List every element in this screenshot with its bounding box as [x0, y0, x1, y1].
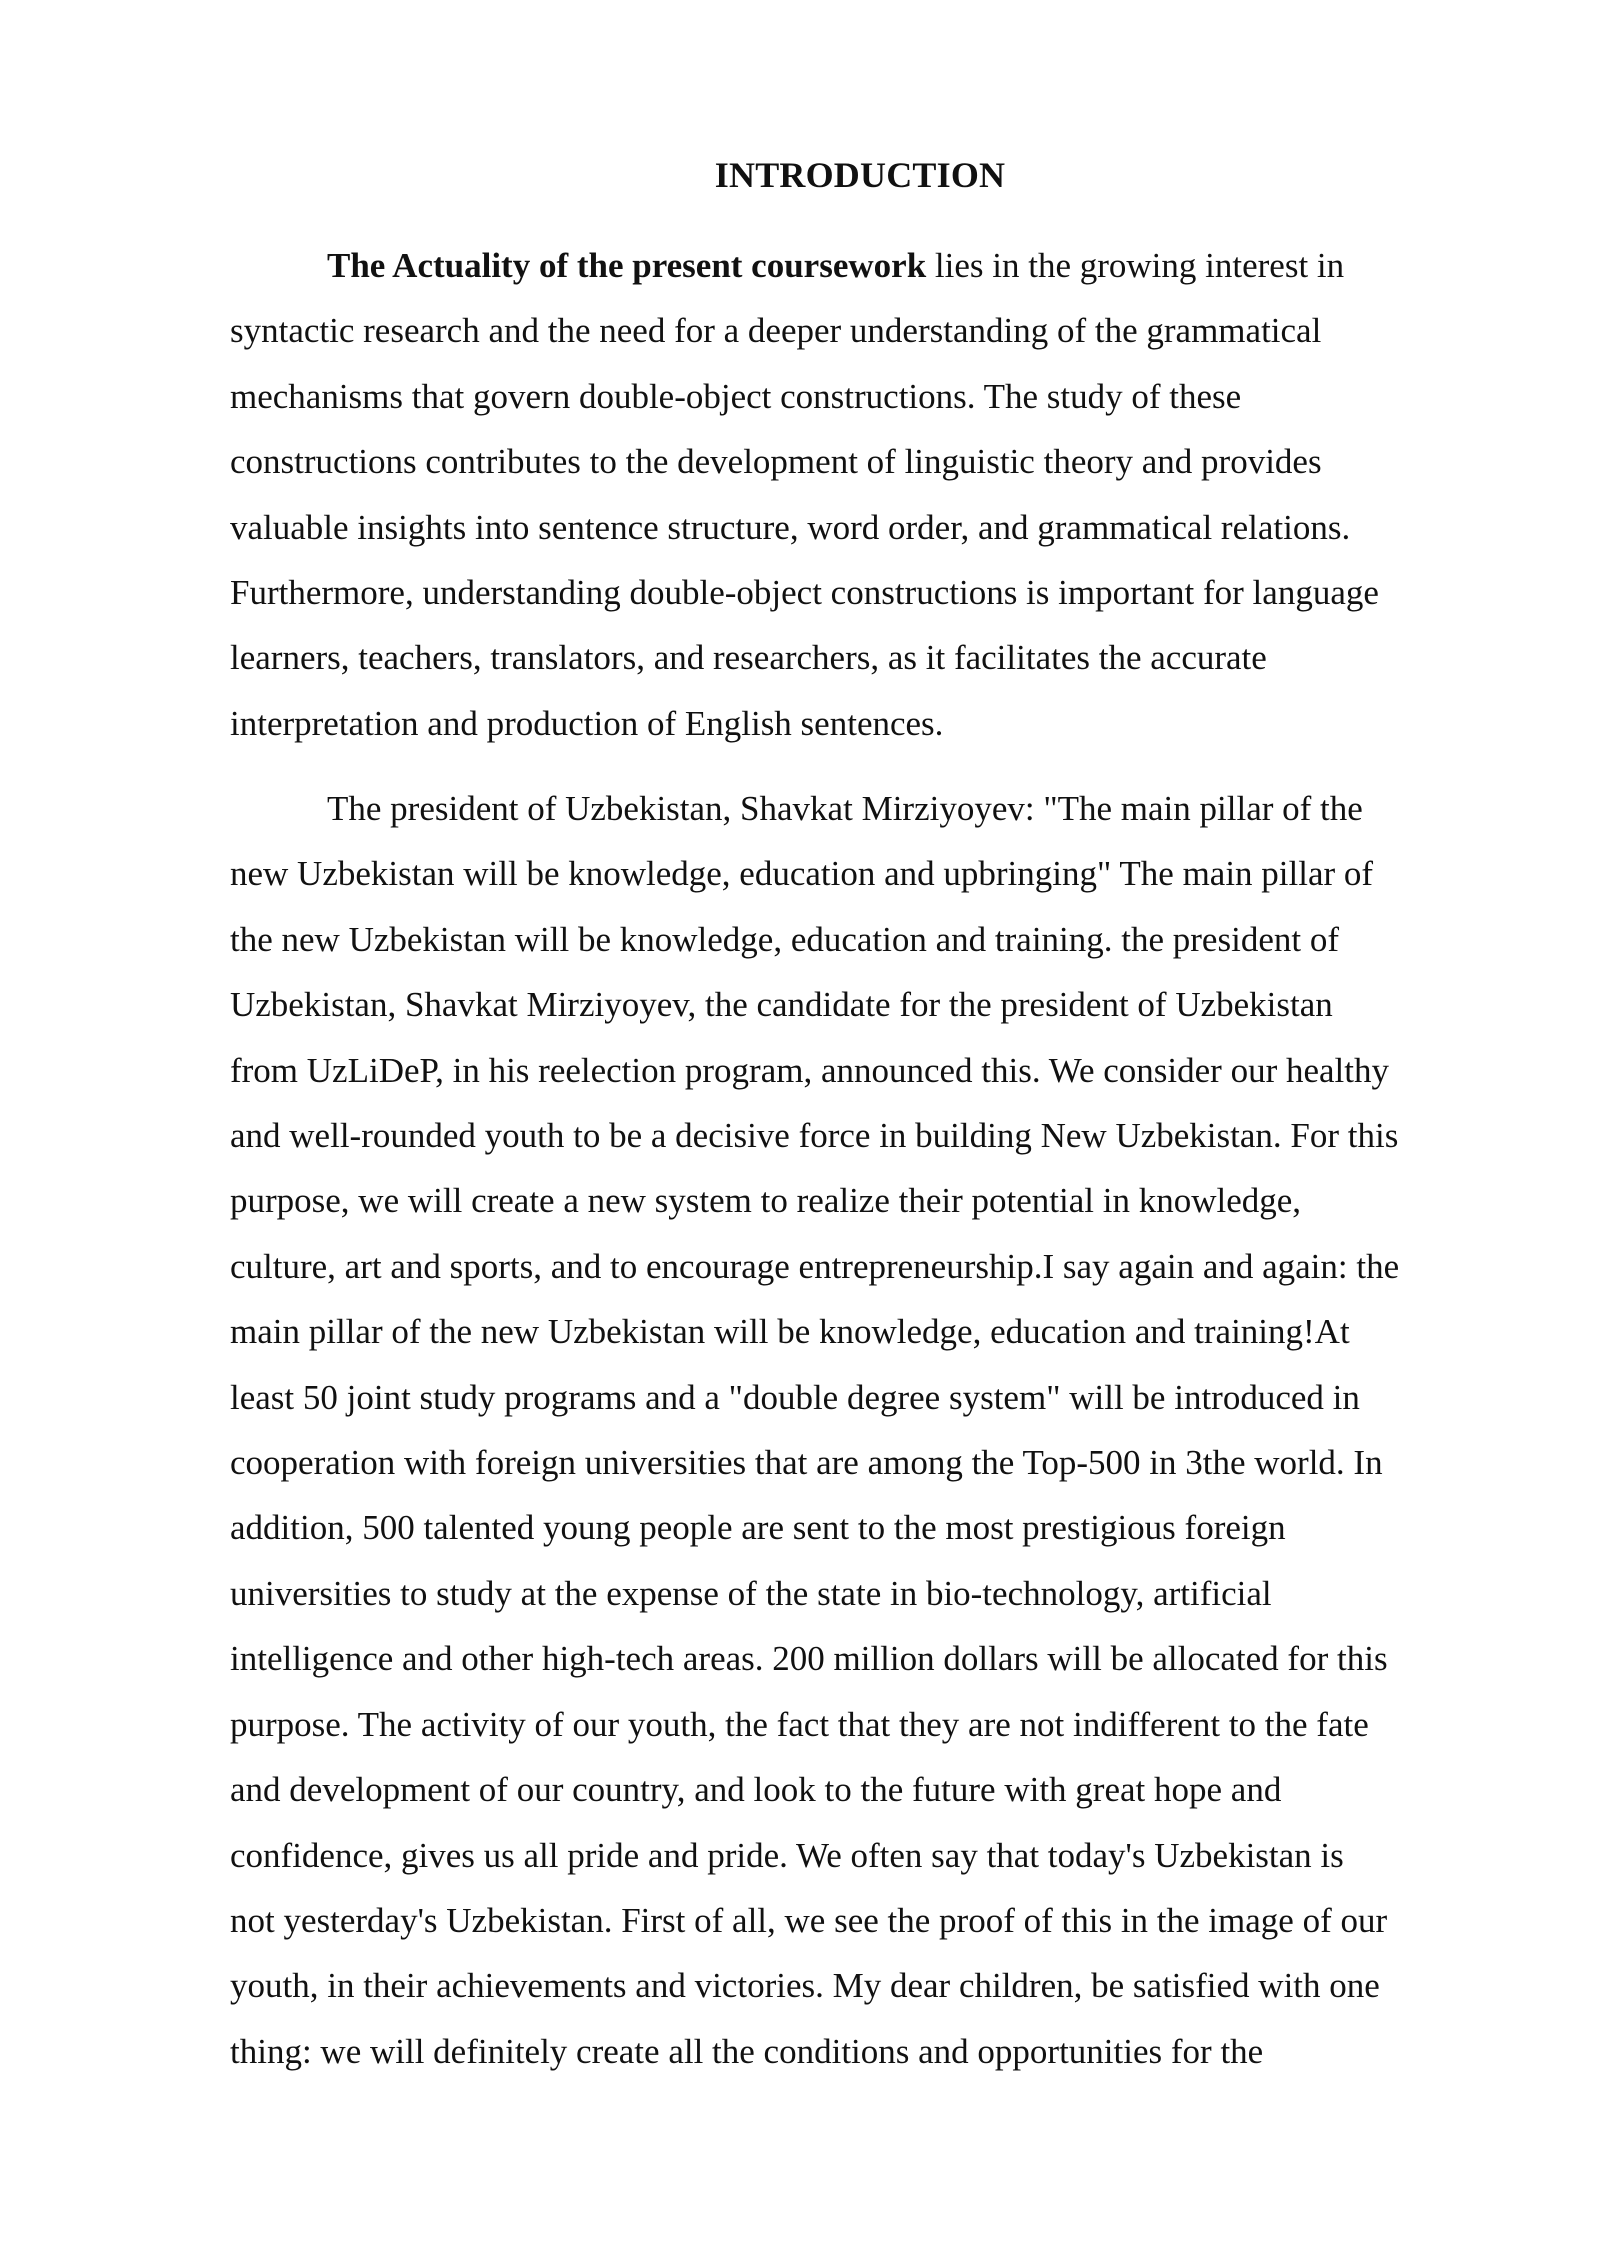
paragraph-lead: The Actuality of the present coursework — [327, 246, 927, 285]
text-line: and development of our country, and look to the future with great hope and — [230, 1770, 1282, 1810]
text-line: from UzLiDeP, in his reelection program, announced this. We consider our healthy — [230, 1050, 1389, 1090]
text-line: lies in the growing interest in — [926, 246, 1345, 285]
text-line: purpose. The activity of our youth, the fact that they are not indifferent to the fate — [230, 1704, 1369, 1744]
text-line: Uzbekistan, Shavkat Mirziyoyev, the candidate for the president of Uzbekistan — [230, 985, 1333, 1025]
text-line: culture, art and sports, and to encourage entrepreneurship.I say again and again: the — [230, 1246, 1400, 1286]
page-title: INTRODUCTION — [714, 155, 1006, 195]
text-line: universities to study at the expense of the state in bio-technology, artificial — [230, 1573, 1272, 1613]
text-line: The president of Uzbekistan, Shavkat Mirziyoyev: "The main pillar of the — [327, 789, 1363, 828]
text-line: and well-rounded youth to be a decisive force in building New Uzbekistan. For this — [230, 1116, 1399, 1156]
text-line: interpretation and production of English sentences. — [230, 703, 944, 743]
paragraph-actuality — [230, 233, 1498, 756]
text-line: least 50 joint study programs and a "double degree system" will be introduced in — [230, 1377, 1360, 1417]
text-line: youth, in their achievements and victories. My dear children, be satisfied with one — [230, 1966, 1380, 2006]
text-line: main pillar of the new Uzbekistan will be knowledge, education and training!At — [230, 1312, 1350, 1352]
text-line: not yesterday's Uzbekistan. First of all, we see the proof of this in the image of our — [230, 1900, 1388, 1940]
text-line: new Uzbekistan will be knowledge, education and upbringing" The main pillar of — [230, 854, 1374, 894]
paragraph-president — [230, 776, 1498, 2084]
text-line: purpose, we will create a new system to realize their potential in knowledge, — [230, 1181, 1302, 1221]
text-line: cooperation with foreign universities that are among the Top-500 in 3the world. In — [230, 1443, 1383, 1483]
text-line: constructions contributes to the development of linguistic theory and provides — [230, 442, 1322, 482]
text-line: thing: we will definitely create all the conditions and opportunities for the — [230, 2031, 1264, 2071]
text-line: confidence, gives us all pride and pride. We often say that today's Uzbekistan is — [230, 1835, 1344, 1875]
text-line: addition, 500 talented young people are sent to the most prestigious foreign — [230, 1508, 1286, 1548]
text-line: learners, teachers, translators, and researchers, as it facilitates the accurate — [230, 638, 1267, 678]
text-line: syntactic research and the need for a deeper understanding of the grammatical — [230, 311, 1322, 351]
text-line: valuable insights into sentence structure, word order, and grammatical relations. — [230, 507, 1351, 547]
text-line: the new Uzbekistan will be knowledge, education and training. the president of — [230, 919, 1339, 959]
text-line: Furthermore, understanding double-object constructions is important for language — [230, 573, 1379, 613]
text-line: mechanisms that govern double-object constructions. The study of these — [230, 376, 1242, 416]
text-line: intelligence and other high-tech areas. 200 million dollars will be allocated for this — [230, 1639, 1388, 1679]
